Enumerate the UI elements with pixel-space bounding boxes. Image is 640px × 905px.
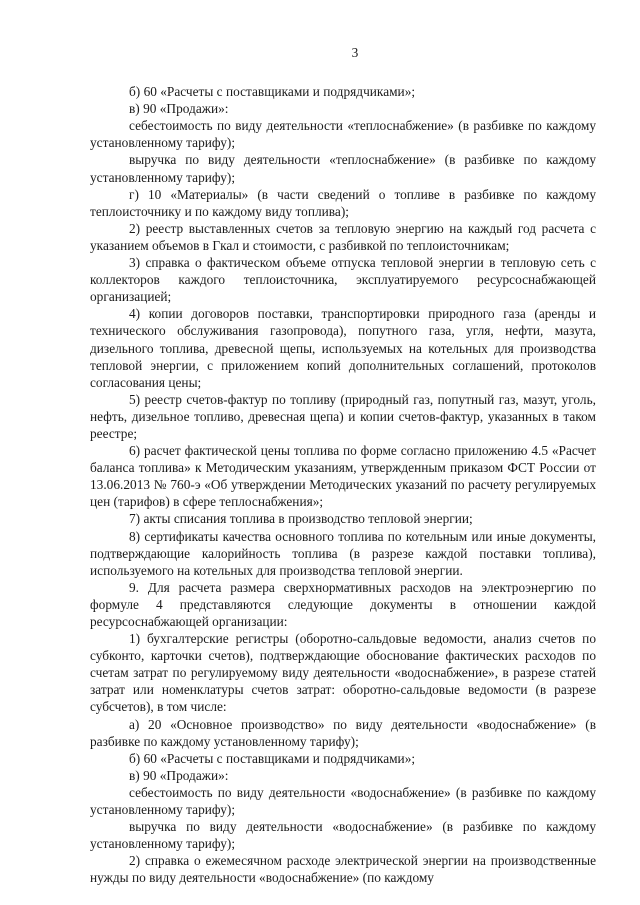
paragraph-revenue-heat: выручка по виду деятельности «теплоснабжение» (в разбивке по каждому установленному тарифу); [90, 152, 596, 185]
paragraph-60-suppliers: б) 60 «Расчеты с поставщиками и подрядчиками»; [129, 84, 416, 100]
paragraph-item-2-invoice-register: 2) реестр выставленных счетов за тепловую энергию на каждый год расчета с указанием объемов в Гкал и стоимости, с разбивкой по теплоисточникам; [90, 220, 596, 253]
paragraph-cost-water: себестоимость по виду деятельности «водоснабжение» (в разбивке по каждому установленному тарифу); [90, 784, 596, 818]
paragraph-item-7-writeoff-acts: 7) акты списания топлива в производство тепловой энергии; [129, 511, 473, 527]
paragraph-60-suppliers-water: б) 60 «Расчеты с поставщиками и подрядчиками»; [129, 750, 416, 766]
paragraph-20-main-production: а) 20 «Основное производство» по виду деятельности «водоснабжение» (в разбивке по каждому установленному тарифу); [90, 716, 596, 749]
paragraph-cost-heat: себестоимость по виду деятельности «теплоснабжение» (в разбивке по каждому установленному тарифу); [90, 118, 596, 151]
paragraph-item-3-supply-certificate: 3) справка о фактическом объеме отпуска тепловой энергии в тепловую сеть с коллекторов каждого теплоисточника, эксплуатируемого ресурсоснабжающей организацией; [90, 255, 596, 305]
paragraph-10-materials: г) 10 «Материалы» (в части сведений о топливе в разбивке по каждому теплоисточнику и по каждому виду топлива); [90, 186, 596, 219]
paragraph-90-sales-water: в) 90 «Продажи»: [129, 767, 229, 783]
paragraph-item-2-electricity: 2) справка о ежемесячном расходе электрической энергии на производственные нужды по виду деятельности «водоснабжение» (по каждому [90, 853, 596, 886]
paragraph-item-6-fuel-price: 6) расчет фактической цены топлива по форме согласно приложению 4.5 «Расчет баланса топлива» к Методическим указаниям, утвержденным приказом ФСТ России от 13.06.2013 № 760-э «Об утверждении Методических указаний по расчету регулируемых цен (тарифов) в сфере теплоснабжения»; [90, 443, 596, 510]
paragraph-item-1-accounting-registers: 1) бухгалтерские регистры (оборотно-сальдовые ведомости, анализ счетов по субконто, карточки счетов), подтверждающие обоснование фактических расходов по счетам затрат по регулируемому виду деятельности «водоснабжение», в разрезе статей затрат или номенклатуры счетов затрат: оборотно-сальдовые ведомости (в разрезе субсчетов), в том числе: [90, 631, 596, 715]
page-number: 3 [351, 45, 359, 60]
paragraph-90-sales: в) 90 «Продажи»: [129, 101, 229, 117]
paragraph-section-9: 9. Для расчета размера сверхнормативных расходов на электроэнергию по формуле 4 представляются следующие документы в отношении каждой ресурсоснабжающей организации: [90, 579, 596, 629]
paragraph-item-4-contracts: 4) копии договоров поставки, транспортировки природного газа (аренды и технического обслуживания газопровода), попутного газа, угля, нефти, мазута, дизельного топлива, древесной щепы, используемых на котельных для производства тепловой энергии, с приложением копий дополнительных соглашений, протоколов согласования цены; [90, 306, 596, 390]
paragraph-item-8-certificates: 8) сертификаты качества основного топлива по котельным или иные документы, подтверждающие калорийность топлива (в разрезе каждой поставки топлива), используемого на котельных для производства тепловой энергии. [90, 528, 596, 578]
paragraph-revenue-water: выручка по виду деятельности «водоснабжение» (в разбивке по каждому установленному тарифу); [90, 819, 596, 852]
paragraph-item-5-fuel-invoices: 5) реестр счетов-фактур по топливу (природный газ, попутный газ, мазут, уголь, нефть, дизельное топливо, древесная щепа) и копии счетов-фактур, указанных в таком реестре; [90, 391, 596, 441]
